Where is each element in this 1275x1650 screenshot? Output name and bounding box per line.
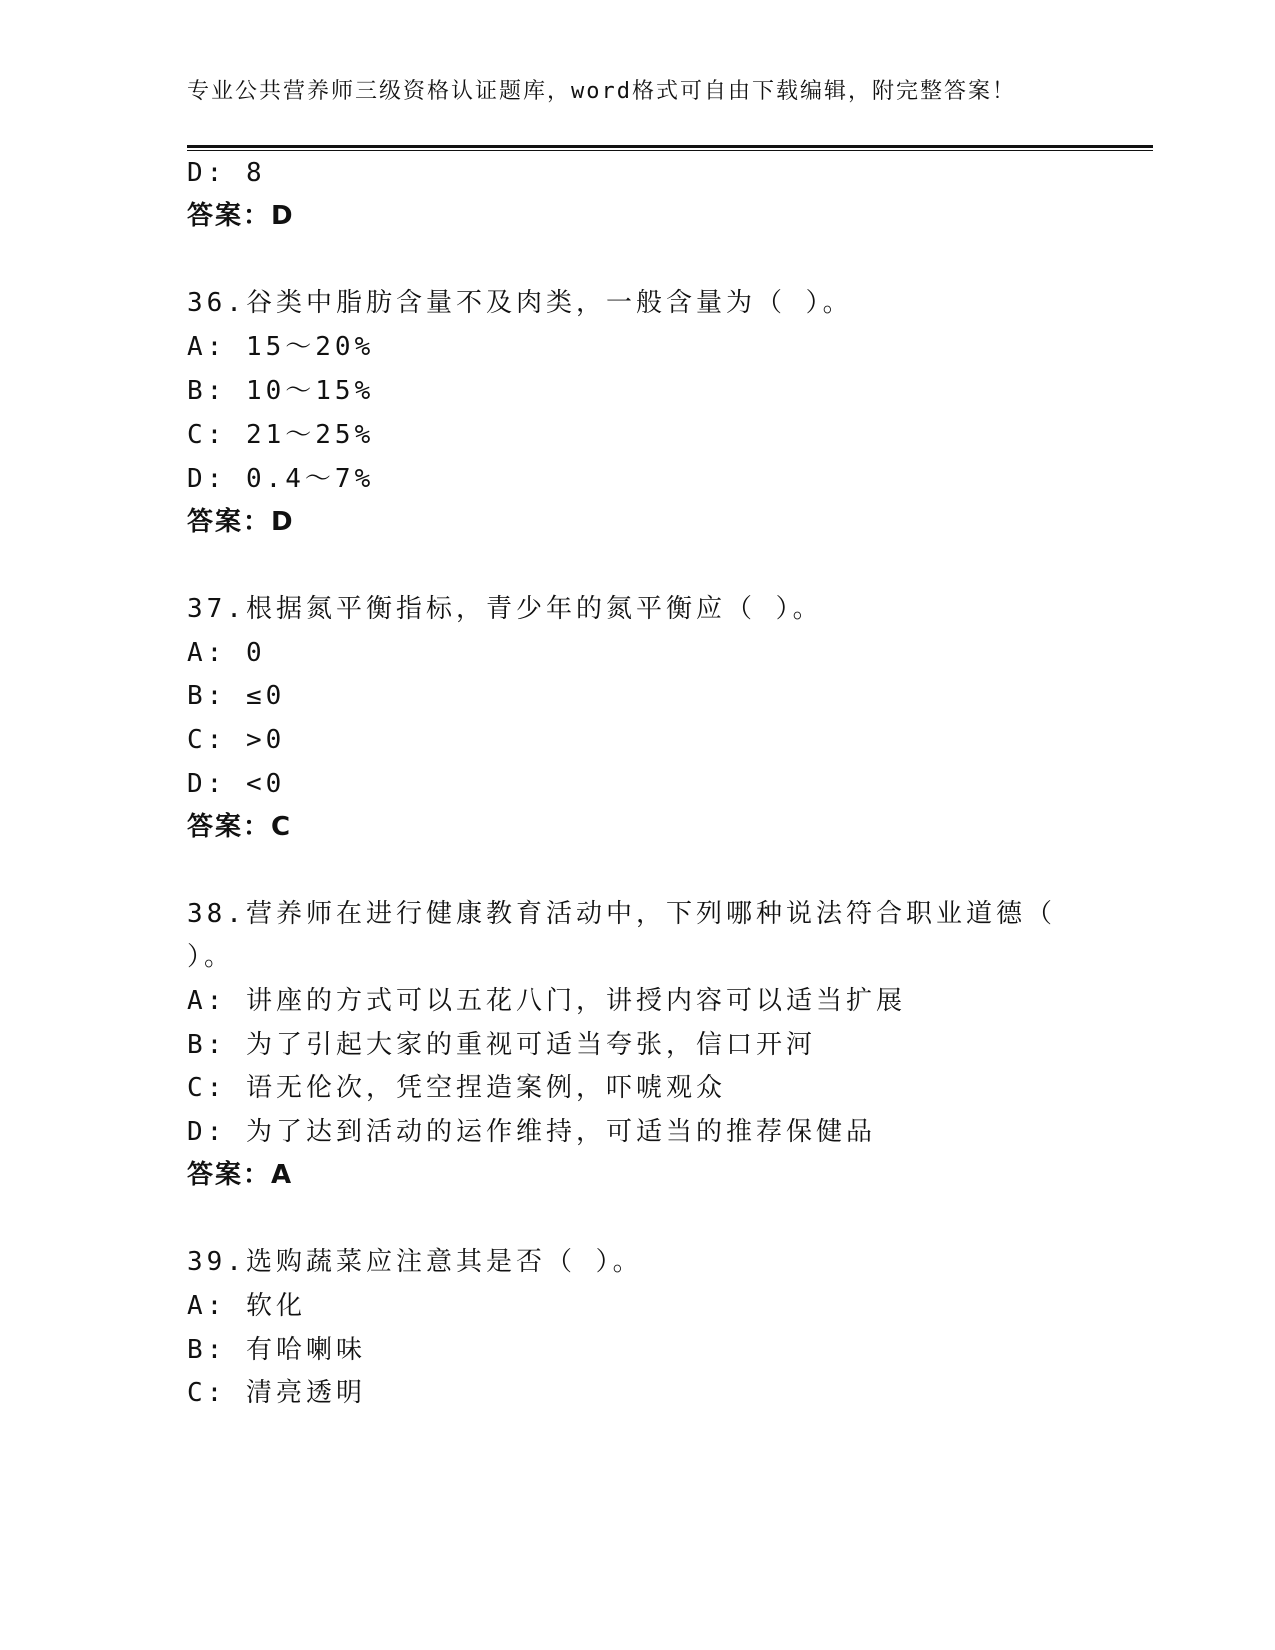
question-38-option-a: A: 讲座的方式可以五花八门，讲授内容可以适当扩展 (187, 986, 906, 1016)
question-36-option-a: A: 15～20% (187, 332, 375, 362)
prev-option-d: D: 8 (187, 158, 266, 188)
question-38-option-b: B: 为了引起大家的重视可适当夸张，信口开河 (187, 1030, 816, 1060)
question-36-option-c: C: 21～25% (187, 420, 375, 450)
question-36-option-b: B: 10～15% (187, 376, 375, 406)
question-36-option-d: D: 0.4～7% (187, 464, 375, 494)
question-37-answer: 答案：C (187, 812, 293, 842)
question-38-option-d: D: 为了达到活动的运作维持，可适当的推荐保健品 (187, 1117, 876, 1147)
question-37-option-a: A: 0 (187, 638, 266, 668)
question-38-stem-line-2: ）。 (187, 942, 235, 972)
question-38-answer: 答案：A (187, 1160, 294, 1190)
question-39-stem: 39.选购蔬菜应注意其是否（ ）。 (187, 1247, 643, 1277)
question-38-option-c: C: 语无伦次，凭空捏造案例，吓唬观众 (187, 1073, 726, 1103)
question-37-option-b: B: ≤0 (187, 681, 286, 711)
page-header: 专业公共营养师三级资格认证题库，word格式可自由下载编辑，附完整答案！ (187, 79, 1016, 104)
question-36-answer: 答案：D (187, 507, 295, 537)
question-37-stem: 37.根据氮平衡指标，青少年的氮平衡应（ ）。 (187, 594, 823, 624)
question-39-option-b: B: 有哈喇味 (187, 1335, 366, 1365)
header-rule-thick (187, 145, 1153, 148)
question-37-option-d: D: <0 (187, 769, 286, 799)
question-36-stem: 36.谷类中脂肪含量不及肉类，一般含量为（ ）。 (187, 288, 853, 318)
header-rule-thin (187, 150, 1153, 151)
question-39-option-a: A: 软化 (187, 1291, 306, 1321)
prev-answer: 答案：D (187, 201, 295, 231)
question-38-stem-line-1: 38.营养师在进行健康教育活动中，下列哪种说法符合职业道德（ (187, 899, 1056, 929)
question-37-option-c: C: >0 (187, 725, 286, 755)
question-39-option-c: C: 清亮透明 (187, 1378, 366, 1408)
